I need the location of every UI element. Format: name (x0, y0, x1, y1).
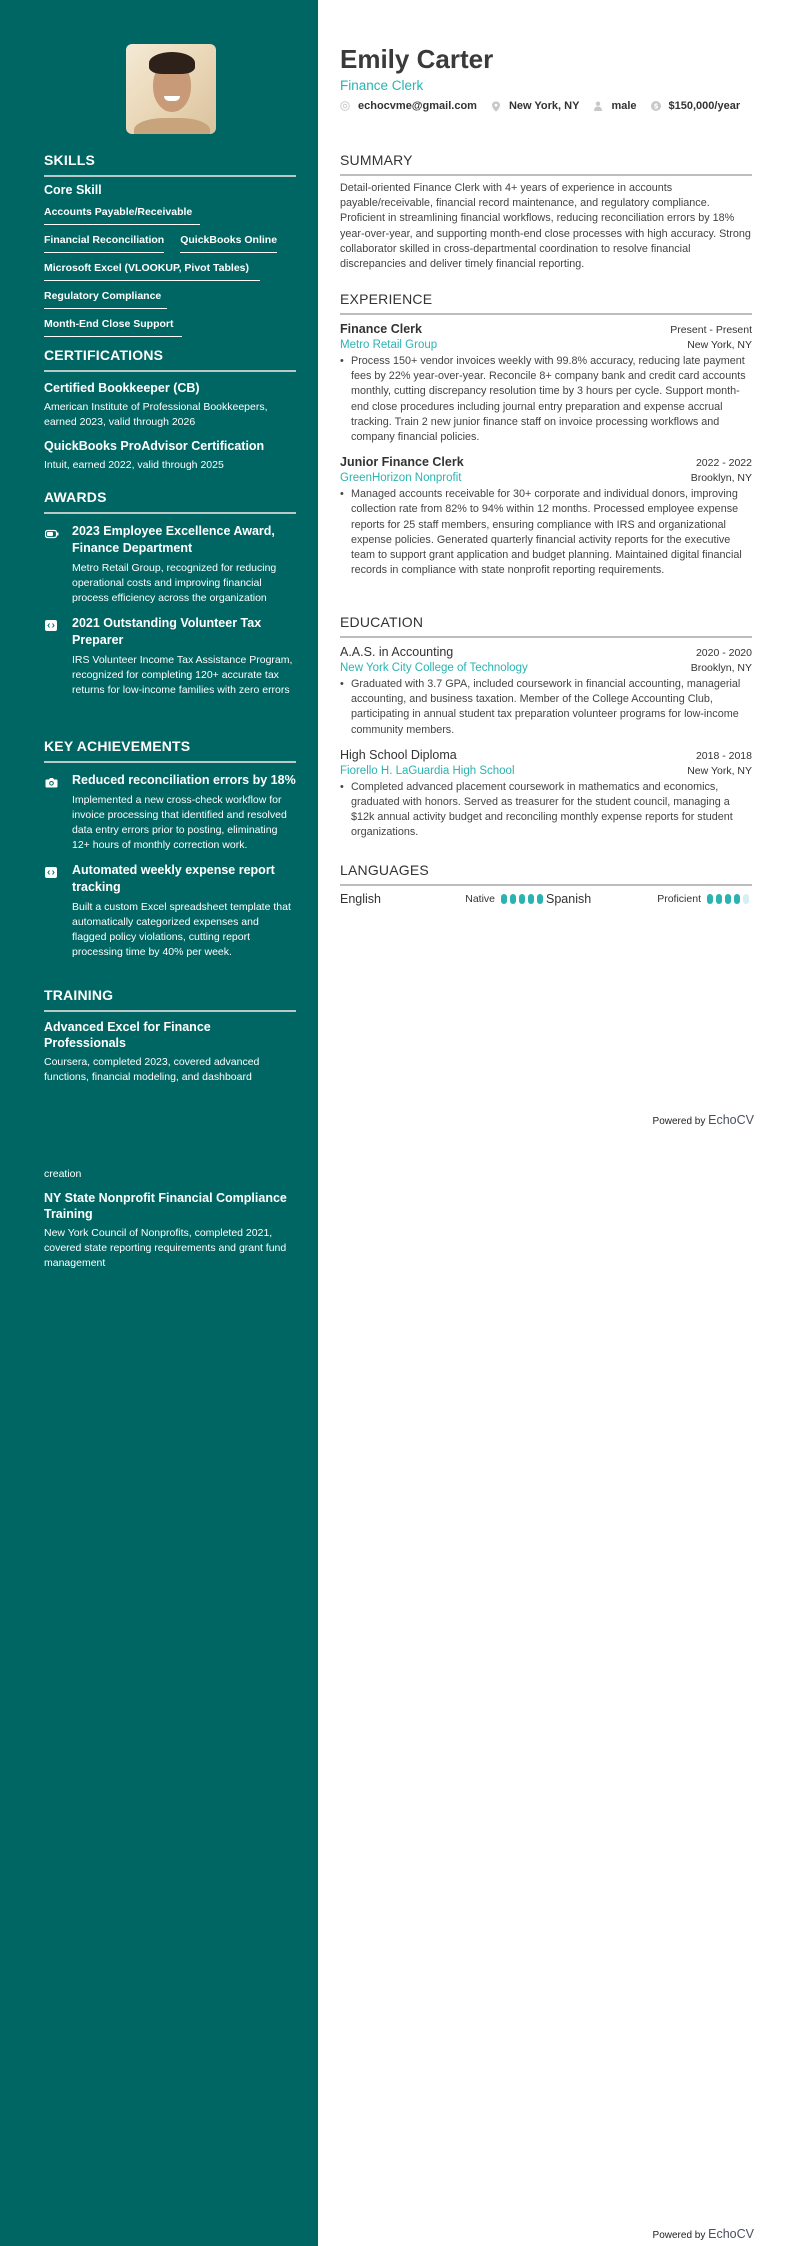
experience-section (340, 291, 752, 578)
education-description: • Completed advanced placement coursework in mathematics and economics, graduated with honors. Served as treasurer for the student council, managing a $12k annual activity budget and reconciling monthly expense reports for student organizations. (340, 780, 752, 841)
certification-title: QuickBooks ProAdvisor Certification (44, 439, 265, 453)
job-dates: Present - Present (670, 324, 752, 336)
achievements-heading: KEY ACHIEVEMENTS (44, 738, 296, 763)
job-title: Junior Finance Clerk (340, 455, 464, 470)
skill-tag: QuickBooks Online (180, 228, 277, 253)
language-rating (501, 894, 546, 904)
awards-heading: AWARDS (44, 489, 296, 514)
achievement-title: Reduced reconciliation errors by 18% (72, 773, 296, 787)
svg-text:$: $ (653, 102, 658, 111)
summary-section (340, 152, 752, 272)
school-name: New York City College of Technology (340, 662, 528, 674)
job-description: • Managed accounts receivable for 30+ corporate and individual donors, improving collection rate from 82% to 94% within 12 months. Processed employee expense reports for 25 staff members, ensuring compliance with IRS and organizational expense policies. Generated quarterly financial activity reports for the executive team to support grant application and budget planning. Maintained digital financial records in compliance with state nonprofit reporting requirements. (340, 487, 752, 578)
award-title: 2023 Employee Excellence Award, Finance Department (72, 524, 275, 555)
person-icon (593, 101, 603, 111)
achievements-section (44, 738, 296, 960)
education-heading: EDUCATION (340, 614, 752, 638)
language-level: Proficient (657, 893, 701, 905)
job-title: Finance Clerk (340, 322, 422, 336)
candidate-role: Finance Clerk (340, 78, 424, 93)
language-item (340, 892, 546, 906)
training-desc-overflow: creation (44, 1168, 82, 1180)
contact-email (340, 100, 477, 112)
certification-title: Certified Bookkeeper (CB) (44, 381, 200, 395)
language-item (546, 892, 752, 906)
brand-link[interactable]: EchoCV (708, 1113, 754, 1127)
skills-list (44, 197, 296, 337)
skills-section (44, 152, 296, 337)
job-location: New York, NY (687, 339, 752, 351)
camera-icon (45, 775, 59, 785)
powered-by-footer (653, 2227, 754, 2241)
code-icon (45, 618, 59, 628)
skills-heading: SKILLS (44, 152, 296, 177)
training-desc: New York Council of Nonprofits, completed 2021, covered state reporting requirements and grant fund management (44, 1227, 287, 1269)
languages-section (340, 862, 752, 906)
education-dates: 2020 - 2020 (695, 647, 752, 659)
awards-section (44, 489, 296, 698)
language-level: Native (465, 893, 495, 905)
skill-tag: Accounts Payable/Receivable (44, 200, 200, 225)
skill-tag: Month-End Close Support (44, 312, 182, 337)
company-name: GreenHorizon Nonprofit (340, 472, 462, 485)
languages-heading: LANGUAGES (340, 862, 752, 886)
education-section (340, 614, 752, 841)
contact-gender (593, 100, 636, 112)
powered-by-footer (653, 1113, 754, 1127)
school-name: Fiorello H. LaGuardia High School (340, 764, 515, 777)
achievement-item (44, 772, 296, 853)
school-location: New York, NY (687, 764, 752, 777)
education-dates: 2018 - 2018 (695, 749, 752, 762)
education-entry (340, 748, 752, 841)
training-desc: Coursera, completed 2023, covered advanced functions, financial modeling, and dashboard (44, 1056, 260, 1083)
school-location: Brooklyn, NY (690, 662, 752, 674)
avatar-shoulders (134, 118, 210, 134)
training-section (44, 987, 296, 1085)
powered-by-label: Powered by (652, 1116, 706, 1127)
contact-salary (651, 100, 741, 112)
language-name: English (340, 892, 381, 906)
skill-tag: Financial Reconciliation (44, 228, 164, 253)
job-dates: 2022 - 2022 (695, 457, 752, 470)
education-description: • Graduated with 3.7 GPA, included coursework in financial accounting, managerial accounting, and business taxation. Member of the College Accounting Club, participating in annual student tax preparation volunteer programs for low-income community members. (340, 677, 752, 738)
skill-tag: Microsoft Excel (VLOOKUP, Pivot Tables) (44, 256, 260, 281)
skills-group-label: Core Skill (44, 183, 102, 197)
contact-email-value: echocvme@gmail.com (358, 100, 477, 112)
at-icon (340, 101, 350, 111)
candidate-name: Emily Carter (340, 44, 494, 74)
contact-salary-value: $150,000/year (668, 100, 741, 112)
certifications-section (44, 347, 296, 473)
education-entry (340, 645, 752, 738)
certification-desc: Intuit, earned 2022, valid through 2025 (44, 459, 224, 471)
company-name: Metro Retail Group (340, 339, 438, 351)
main-content (318, 0, 794, 2246)
summary-text: Detail-oriented Finance Clerk with 4+ years of experience in accounts payable/receivable, financial record maintenance, and regulatory compliance. Proficient in streamlining financial workflows, reducing reconciliation errors by 18% year-over-year, and supporting month-end close processes with high accuracy. Strong collaborator skilled in cross-departmental coordination to resolve financial discrepancies and deliver timely financial reporting. (340, 182, 751, 271)
location-pin-icon (491, 101, 501, 111)
powered-by-label: Powered by (652, 2230, 706, 2241)
contact-row (340, 100, 754, 112)
achievement-desc: Implemented a new cross-check workflow for invoice processing that identified and resolved data entry errors prior to posting, eliminating 12+ hours of monthly correction work. (72, 794, 287, 851)
award-item (44, 615, 296, 698)
dollar-icon (651, 101, 661, 111)
experience-entry (340, 322, 752, 445)
job-description: • Process 150+ vendor invoices weekly with 99.8% accuracy, reducing late payment fees by 22% year-over-year. Reconcile 8+ company bank and credit card accounts monthly, cutting discrepancy resolution time by 3 hours per cycle. Support month-end close procedures including journal entry preparation and expense accrual tracking. Train 2 new junior finance staff on invoice processing workflows and company financial policies. (340, 354, 752, 445)
battery-icon (45, 526, 59, 536)
avatar-hair (149, 52, 195, 74)
contact-location-value: New York, NY (508, 100, 580, 112)
skill-tag: Regulatory Compliance (44, 284, 167, 309)
language-rating (707, 894, 752, 904)
languages-list (340, 892, 752, 906)
training-title: Advanced Excel for Finance Professionals (44, 1020, 211, 1050)
summary-heading: SUMMARY (340, 152, 752, 176)
award-desc: IRS Volunteer Income Tax Assistance Program, recognized for completing 120+ accurate tax returns for low-income families with zero errors (72, 654, 293, 696)
award-title: 2021 Outstanding Volunteer Tax Preparer (72, 616, 262, 647)
achievement-title: Automated weekly expense report tracking (72, 863, 275, 894)
award-desc: Metro Retail Group, recognized for reducing operational costs and improving financial process efficiency across the organization (72, 562, 277, 604)
experience-entry (340, 455, 752, 578)
certifications-heading: CERTIFICATIONS (44, 347, 296, 372)
contact-gender-value: male (611, 100, 637, 112)
award-item (44, 523, 296, 606)
job-location: Brooklyn, NY (690, 472, 752, 485)
training-title: NY State Nonprofit Financial Compliance Training (44, 1191, 287, 1221)
brand-link[interactable]: EchoCV (708, 2227, 754, 2241)
sidebar (0, 0, 318, 2246)
contact-location (491, 100, 580, 112)
certification-desc: American Institute of Professional Bookkeepers, earned 2023, valid through 2026 (44, 401, 268, 428)
experience-heading: EXPERIENCE (340, 291, 752, 315)
achievement-item (44, 862, 296, 960)
degree-title: High School Diploma (340, 747, 457, 762)
achievement-desc: Built a custom Excel spreadsheet template that automatically categorized expenses and flagged policy violations, cutting report processing time by 40% per week. (72, 901, 291, 958)
degree-title: A.A.S. in Accounting (340, 645, 454, 659)
avatar-smile (164, 96, 180, 101)
language-name: Spanish (546, 892, 592, 906)
training-heading: TRAINING (44, 987, 296, 1012)
training-section-continued (44, 1167, 296, 1271)
avatar (126, 44, 216, 134)
code-icon (45, 865, 59, 875)
